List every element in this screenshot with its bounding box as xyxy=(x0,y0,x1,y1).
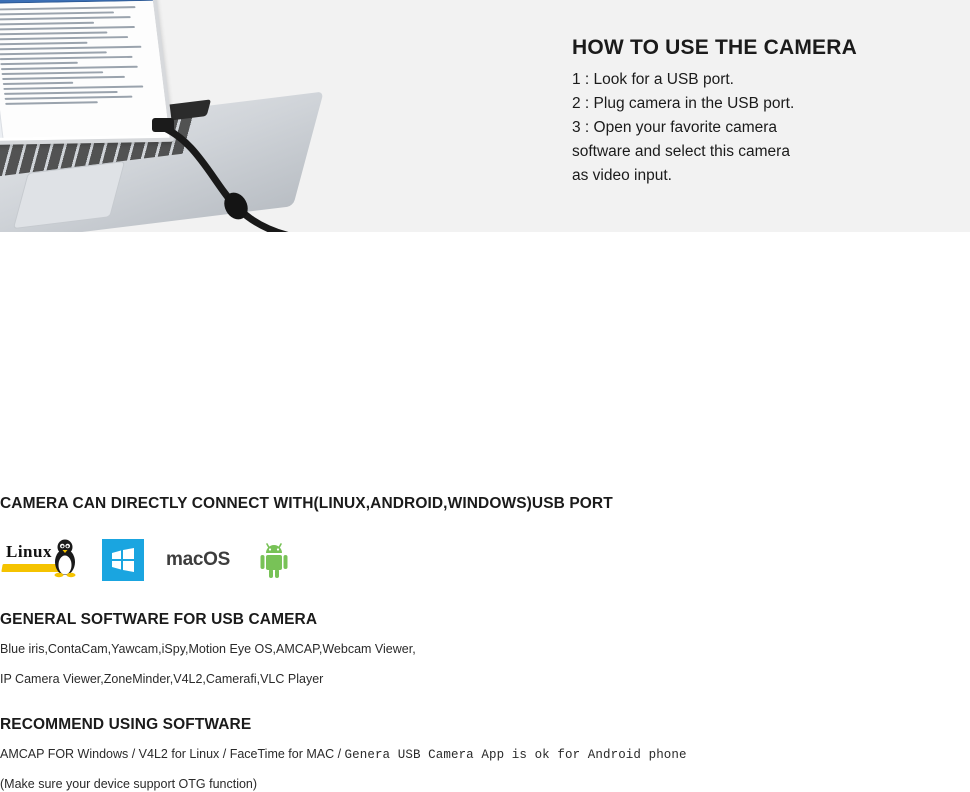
usb-cable-icon xyxy=(150,118,380,232)
linux-logo xyxy=(0,536,86,584)
android-logo xyxy=(258,540,290,580)
banner-steps-list xyxy=(572,68,952,188)
banner-text-block xyxy=(572,36,952,188)
banner-step-1: 1 : Look for a USB port. xyxy=(572,71,734,88)
photo-fade xyxy=(350,0,420,232)
linux-wordmark: Linux xyxy=(6,542,52,561)
windows-flag-icon xyxy=(110,548,136,572)
general-software-line-1: Blue iris,ContaCam,Yawcam,iSpy,Motion Eye OS,AMCAP,Webcam Viewer, xyxy=(0,642,416,656)
android-robot-icon xyxy=(258,540,290,580)
recommend-software-heading: RECOMMEND USING SOFTWARE xyxy=(0,716,252,733)
tux-penguin-icon xyxy=(52,538,78,578)
laptop-screen xyxy=(0,0,174,145)
banner-step-3-cont: software and select this camera xyxy=(572,143,790,160)
connect-heading: CAMERA CAN DIRECTLY CONNECT WITH(LINUX,ANDROID,WINDOWS)USB PORT xyxy=(0,495,613,512)
recommend-software-note: (Make sure your device support OTG function) xyxy=(0,777,258,791)
banner-step-2: 2 : Plug camera in the USB port. xyxy=(572,95,795,112)
windows-logo xyxy=(102,539,144,581)
general-software-line-2: IP Camera Viewer,ZoneMinder,V4L2,Camerafi,VLC Player xyxy=(0,672,324,686)
banner-step-3-end: as video input. xyxy=(572,167,672,184)
banner-title: HOW TO USE THE CAMERA xyxy=(572,36,857,59)
screen-text-lines xyxy=(0,1,169,138)
recommend-mono-text: Genera USB Camera App is ok for Android phone xyxy=(344,748,687,762)
macos-logo: macOS xyxy=(166,549,230,570)
os-logo-row xyxy=(0,534,290,586)
screen-body xyxy=(0,1,169,138)
general-software-heading: GENERAL SOFTWARE FOR USB CAMERA xyxy=(0,611,318,628)
banner-step-3: 3 : Open your favorite camera xyxy=(572,119,778,136)
laptop-photo xyxy=(0,0,420,232)
recommend-software-line-1 xyxy=(0,746,687,763)
how-to-banner xyxy=(0,0,970,232)
recommend-plain-text: AMCAP FOR Windows / V4L2 for Linux / FaceTime for MAC / xyxy=(0,747,345,761)
